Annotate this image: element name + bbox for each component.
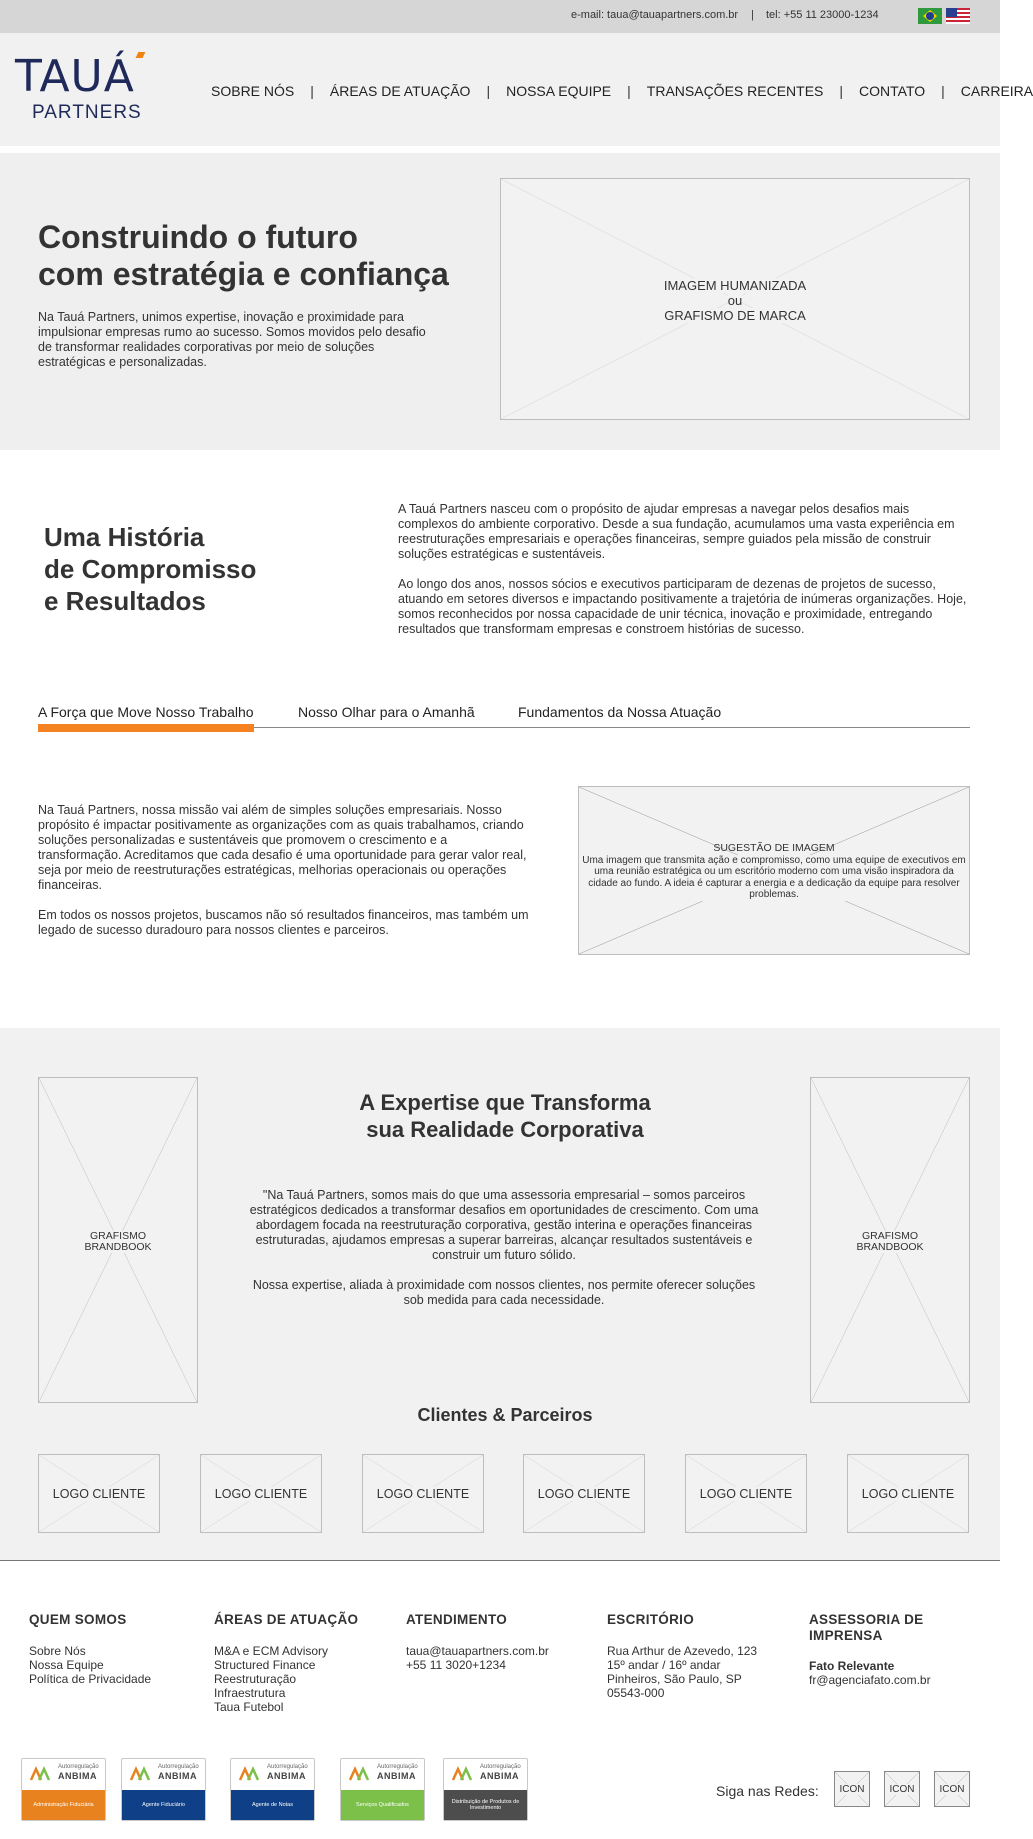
footer-link-privacidade[interactable]: Política de Privacidade bbox=[29, 1672, 152, 1686]
hero-image-placeholder bbox=[500, 178, 970, 420]
hero-image-label-line-3: GRAFISMO DE MARCA bbox=[664, 308, 806, 323]
top-contact-bar bbox=[0, 0, 1000, 33]
badge-small-text: Autorregulação bbox=[480, 1764, 521, 1770]
expertise-title bbox=[300, 1089, 710, 1143]
social-icon-text: ICON bbox=[889, 1784, 915, 1795]
footer-email-link[interactable]: taua@tauapartners.com.br bbox=[406, 1644, 549, 1658]
mission-paragraph-1: Na Tauá Partners, nossa missão vai além de simples soluções empresariais. Nosso propósito é impactar positivamente as organizações com as quais trabalhamos, criando soluções personalizadas e sustentáveis que promovem o crescimento e a transformação. Acreditamos que cada desafio é uma oportunidade para gerar valor real, seja por meio de reestruturações estratégicas, melhorias operacionais ou operações financeiras. bbox=[38, 803, 527, 892]
press-agency-name: Fato Relevante bbox=[809, 1659, 895, 1673]
history-title bbox=[44, 521, 344, 617]
nav-item-areas-de-atuacao[interactable]: ÁREAS DE ATUAÇÃO bbox=[329, 83, 471, 99]
footer-imprensa bbox=[809, 1612, 931, 1687]
topbar-email[interactable]: e-mail: taua@tauapartners.com.br bbox=[571, 9, 739, 21]
expertise-quote-1: "Na Tauá Partners, somos mais do que uma assessoria empresarial – somos parceiros estratégicos dedicados a transformar desafios em oportunidades de crescimento. Com uma abordagem focada na reestruturação corporativa, gestão interina e operações financeiras estruturadas, ajudamos empresas a superar barreiras, alcançar resultados sustentáveis e construir um futuro sólido. bbox=[249, 1188, 759, 1262]
brazil-flag-icon[interactable] bbox=[918, 8, 942, 24]
logo-subtitle: PARTNERS bbox=[32, 102, 142, 123]
client-logo[interactable] bbox=[685, 1454, 807, 1533]
footer-heading: ESCRITÓRIO bbox=[607, 1612, 695, 1627]
anbima-logo-icon bbox=[349, 1767, 371, 1781]
footer-address-line: 05543-000 bbox=[607, 1686, 665, 1700]
hero-image-label bbox=[501, 278, 969, 323]
footer-address-line: Rua Arthur de Azevedo, 123 bbox=[607, 1644, 758, 1658]
history-paragraph-1: A Tauá Partners nasceu com o propósito de ajudar empresas a navegar pelos desafios mais complexos do ambiente corporativo. Desde a sua fundação, acumulamos uma vasta experiência em reestruturações empresariais e operações financeiras, sempre guiados pela missão de construir soluções estratégicas e sustentáveis. bbox=[398, 502, 955, 561]
badge-brand: ANBIMA bbox=[267, 1771, 306, 1781]
brandbook-label-line-1: GRAFISMO bbox=[89, 1230, 146, 1242]
client-logo-label bbox=[848, 1487, 968, 1501]
footer-heading-line-2: IMPRENSA bbox=[809, 1628, 883, 1643]
footer-heading: ATENDIMENTO bbox=[406, 1612, 508, 1627]
client-logo[interactable] bbox=[847, 1454, 969, 1533]
topbar-separator: | bbox=[751, 9, 754, 21]
footer-link-ma-ecm[interactable]: M&A e ECM Advisory bbox=[214, 1644, 329, 1658]
client-logo[interactable] bbox=[362, 1454, 484, 1533]
footer-heading: ÁREAS DE ATUAÇÃO bbox=[214, 1612, 359, 1627]
footer-link-taua-futebol[interactable]: Taua Futebol bbox=[214, 1700, 284, 1714]
hero-image-label-line-2: ou bbox=[727, 293, 743, 308]
nav-item-sobre-nos[interactable]: SOBRE NÓS bbox=[211, 83, 295, 99]
nav-separator: | bbox=[486, 83, 491, 99]
hero-title-line-1: Construindo o futuro bbox=[38, 219, 358, 255]
history-paragraph-2: Ao longo dos anos, nossos sócios e executivos participaram de dezenas de projetos de sucesso, atuando em setores diversos e impactando positivamente a trajetória de inúmeras organizações. Hoje, somos reconhecidos por nossa capacidade de unir técnica, inovação e proximidade, entregando resultados que transformam empresas e constroem histórias de sucesso. bbox=[398, 577, 967, 636]
logo-wordmark: TAUÁ bbox=[15, 51, 135, 102]
client-logo-text: LOGO CLIENTE bbox=[214, 1487, 308, 1501]
clients-title: Clientes & Parceiros bbox=[417, 1405, 593, 1425]
badge-category: Administração Fiduciária bbox=[22, 1790, 105, 1820]
badge-brand: ANBIMA bbox=[480, 1771, 519, 1781]
site-header bbox=[0, 33, 1033, 146]
brandbook-label-right bbox=[811, 1231, 969, 1253]
footer-link-structured-finance[interactable]: Structured Finance bbox=[214, 1658, 316, 1672]
client-logo-text: LOGO CLIENTE bbox=[699, 1487, 793, 1501]
anbima-logo-icon bbox=[452, 1767, 474, 1781]
client-logo[interactable] bbox=[523, 1454, 645, 1533]
client-logo-label bbox=[363, 1487, 483, 1501]
anbima-logo-icon bbox=[30, 1767, 52, 1781]
anbima-badge bbox=[443, 1758, 528, 1821]
tab-fundamentos[interactable]: Fundamentos da Nossa Atuação bbox=[518, 704, 722, 720]
client-logo-label bbox=[39, 1487, 159, 1501]
nav-item-carreira[interactable]: CARREIRA bbox=[960, 83, 1033, 99]
anbima-logo-icon bbox=[239, 1767, 261, 1781]
social-icon-label bbox=[885, 1784, 919, 1795]
nav-separator: | bbox=[310, 83, 314, 99]
social-icon[interactable] bbox=[834, 1771, 870, 1807]
mission-tabs bbox=[38, 700, 970, 730]
logo-accent-mark bbox=[136, 52, 146, 58]
client-logo-text: LOGO CLIENTE bbox=[376, 1487, 470, 1501]
footer-heading bbox=[809, 1612, 931, 1644]
footer-address-line: 15º andar / 16º andar bbox=[607, 1658, 721, 1672]
badge-small-text: Autorregulação bbox=[58, 1764, 99, 1770]
footer-heading-line-1: ASSESSORIA DE bbox=[809, 1612, 924, 1627]
client-logo-label bbox=[524, 1487, 644, 1501]
social-icon-text: ICON bbox=[939, 1784, 965, 1795]
nav-item-nossa-equipe[interactable]: NOSSA EQUIPE bbox=[506, 83, 612, 99]
badge-brand: ANBIMA bbox=[377, 1771, 416, 1781]
anbima-badge bbox=[21, 1758, 106, 1821]
badge-category: Serviços Qualificados bbox=[341, 1790, 424, 1820]
mission-image-description: Uma imagem que transmita ação e compromisso, como uma equipe de executivos em uma reunião estratégica ou um escritório moderno com uma visão inspiradora da cidade ao fundo. A ideia é capturar a energia e a dedicação da equipe para resolver problemas. bbox=[582, 854, 966, 900]
expertise-quote-2: Nossa expertise, aliada à proximidade com nossos clientes, nos permite oferecer soluções sob medida para cada necessidade. bbox=[252, 1278, 756, 1307]
badge-brand: ANBIMA bbox=[58, 1771, 97, 1781]
footer-link-infraestrutura[interactable]: Infraestrutura bbox=[214, 1686, 286, 1700]
badge-small-text: Autorregulação bbox=[267, 1764, 308, 1770]
brandbook-placeholder-right bbox=[810, 1077, 970, 1403]
active-tab-indicator bbox=[38, 724, 254, 732]
badge-category: Distribuição de Produtos de Investimento bbox=[444, 1790, 527, 1820]
brandbook-label-left bbox=[39, 1231, 197, 1253]
anbima-badge bbox=[121, 1758, 206, 1821]
main-nav bbox=[211, 81, 1033, 101]
nav-separator: | bbox=[627, 83, 631, 99]
nav-separator: | bbox=[839, 83, 844, 99]
client-logo-text: LOGO CLIENTE bbox=[537, 1487, 631, 1501]
social-icon[interactable] bbox=[884, 1771, 920, 1807]
nav-item-transacoes-recentes[interactable]: TRANSAÇÕES RECENTES bbox=[646, 83, 824, 99]
nav-item-contato[interactable]: CONTATO bbox=[859, 83, 926, 99]
history-title-line-1: Uma História bbox=[44, 522, 205, 552]
mission-image-placeholder bbox=[578, 786, 970, 955]
badge-small-text: Autorregulação bbox=[158, 1764, 199, 1770]
history-title-line-3: e Resultados bbox=[44, 586, 206, 616]
badge-brand: ANBIMA bbox=[158, 1771, 197, 1781]
brandbook-placeholder-left bbox=[38, 1077, 198, 1403]
footer-atendimento bbox=[406, 1612, 549, 1672]
brandbook-label-line-2: BRANDBOOK bbox=[84, 1241, 152, 1253]
brandbook-label-line-2: BRANDBOOK bbox=[856, 1241, 924, 1253]
mission-paragraph-2: Em todos os nossos projetos, buscamos não só resultados financeiros, mas também um legado de sucesso duradouro para nossos clientes e parceiros. bbox=[38, 908, 529, 937]
client-logo[interactable] bbox=[38, 1454, 160, 1533]
anbima-badge bbox=[230, 1758, 315, 1821]
client-logo[interactable] bbox=[200, 1454, 322, 1533]
anbima-logo-icon bbox=[130, 1767, 152, 1781]
client-logo-text: LOGO CLIENTE bbox=[52, 1487, 146, 1501]
social-icon[interactable] bbox=[934, 1771, 970, 1807]
footer-divider bbox=[0, 1560, 1000, 1561]
badge-category: Agente de Notas bbox=[231, 1790, 314, 1820]
client-logo-label bbox=[201, 1487, 321, 1501]
footer-address-line: Pinheiros, São Paulo, SP bbox=[607, 1672, 742, 1686]
tab-olhar-para-o-amanha[interactable]: Nosso Olhar para o Amanhã bbox=[298, 704, 475, 720]
history-title-line-2: de Compromisso bbox=[44, 554, 257, 584]
press-email-link[interactable]: fr@agenciafato.com.br bbox=[809, 1673, 931, 1687]
hero-title bbox=[38, 219, 478, 293]
social-icon-label bbox=[835, 1784, 869, 1795]
social-label: Siga nas Redes: bbox=[716, 1783, 819, 1799]
brandbook-label-line-1: GRAFISMO bbox=[861, 1230, 918, 1242]
expertise-title-line-1: A Expertise que Transforma bbox=[359, 1090, 651, 1115]
social-icon-label bbox=[935, 1784, 969, 1795]
footer-heading: QUEM SOMOS bbox=[29, 1612, 127, 1627]
footer-areas bbox=[214, 1612, 358, 1714]
hero-text: Na Tauá Partners, unimos expertise, inovação e proximidade para impulsionar empresas rumo ao sucesso. Somos movidos pelo desafio de transformar realidades corporativas por meio de soluções estratégicas e personalizadas. bbox=[38, 310, 426, 369]
footer-link-reestruturacao[interactable]: Reestruturação bbox=[214, 1672, 297, 1686]
hero-title-line-2: com estratégia e confiança bbox=[38, 256, 449, 292]
anbima-badge bbox=[340, 1758, 425, 1821]
hero-image-label-line-1: IMAGEM HUMANIZADA bbox=[663, 278, 807, 293]
client-logo-text: LOGO CLIENTE bbox=[861, 1487, 955, 1501]
footer-escritorio bbox=[607, 1612, 757, 1700]
expertise-title-line-2: sua Realidade Corporativa bbox=[366, 1117, 644, 1142]
tab-forca-que-move[interactable]: A Força que Move Nosso Trabalho bbox=[38, 704, 254, 720]
social-icon-text: ICON bbox=[839, 1784, 865, 1795]
footer-phone-link[interactable]: +55 11 3020+1234 bbox=[406, 1658, 506, 1672]
badge-small-text: Autorregulação bbox=[377, 1764, 418, 1770]
client-logo-label bbox=[686, 1487, 806, 1501]
nav-separator: | bbox=[941, 83, 945, 99]
footer-link-nossa-equipe[interactable]: Nossa Equipe bbox=[29, 1658, 104, 1672]
topbar-phone[interactable]: tel: +55 11 23000-1234 bbox=[766, 9, 879, 21]
usa-flag-icon[interactable] bbox=[946, 8, 970, 24]
mission-image-title: SUGESTÃO DE IMAGEM bbox=[713, 842, 835, 854]
mission-image-label bbox=[579, 843, 969, 901]
footer-quem-somos bbox=[29, 1612, 151, 1686]
footer-link-sobre-nos[interactable]: Sobre Nós bbox=[29, 1644, 86, 1658]
taua-partners-logo[interactable] bbox=[15, 51, 155, 125]
badge-category: Agente Fiduciário bbox=[122, 1790, 205, 1820]
